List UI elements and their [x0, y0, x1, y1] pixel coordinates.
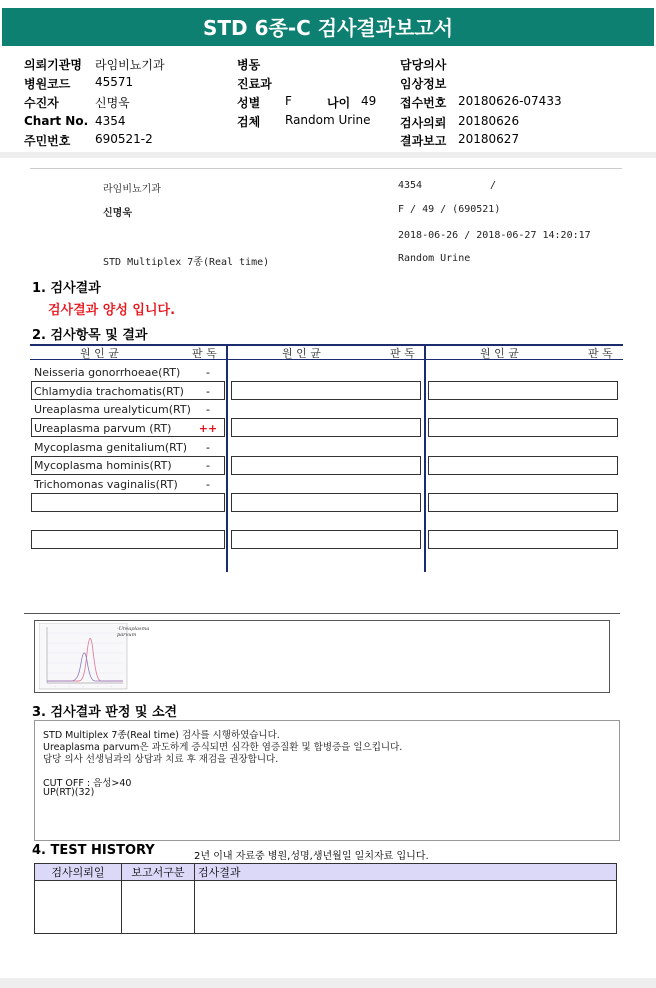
sub-chart: 4354 [398, 180, 423, 191]
graph-divider [24, 613, 620, 614]
grid-col-divider-2 [424, 345, 426, 572]
clinical-label: 임상정보 [400, 77, 447, 91]
pathogen-result: - [206, 385, 210, 398]
hospital-value: 라임비뇨기과 [95, 58, 165, 72]
pathogen-name: Neisseria gonorrhoeae(RT) [34, 366, 181, 379]
history-col-result: 검사결과 [195, 864, 617, 881]
graph-legend-2: parvum [117, 632, 137, 638]
comment-line: CUT OFF : 음성>40 [43, 778, 132, 789]
dept-label: 진료과 [237, 77, 272, 91]
report-title: STD 6종-C 검사결과보고서 [2, 8, 654, 46]
pathogen-result: - [206, 478, 210, 491]
report-label: 결과보고 [400, 134, 447, 148]
svg-text:.: . [111, 684, 112, 688]
specimen-value: Random Urine [285, 113, 371, 127]
sub-dates: 2018-06-26 / 2018-06-27 14:20:17 [398, 230, 591, 241]
amplification-curve-chart [39, 623, 129, 691]
svg-text:.: . [83, 684, 84, 688]
graph-legend-1: -Ureaplasma [117, 626, 150, 632]
pathogen-name: Chlamydia trachomatis(RT) [34, 385, 184, 398]
row-box [231, 456, 421, 475]
request-label: 검사의뢰 [400, 116, 447, 130]
pathogen-result: - [206, 441, 210, 454]
history-cell [35, 881, 122, 934]
svg-text:.: . [69, 684, 70, 688]
row-box [231, 381, 421, 400]
section1-title: 1. 검사결과 [32, 281, 101, 296]
header-divider [0, 152, 656, 158]
history-note: 2년 이내 자료중 병원,성명,생년월일 일치자료 입니다. [194, 851, 429, 862]
patient-label: 수진자 [24, 96, 59, 110]
age-value: 49 [361, 94, 377, 108]
grid-top-line [30, 344, 623, 346]
hosp-code-value: 45571 [95, 75, 134, 89]
receipt-value: 20180626-07433 [458, 94, 562, 108]
row-box [428, 493, 618, 512]
sub-sex-age: F / 49 / (690521) [398, 204, 501, 215]
row-box [428, 381, 618, 400]
pathogen-result: - [206, 366, 210, 379]
svg-text:.: . [55, 684, 56, 688]
hosp-code-label: 병원코드 [24, 77, 71, 91]
sex-label: 성별 [237, 96, 261, 110]
history-cell [195, 881, 617, 934]
age-label: 나이 [327, 96, 351, 110]
col-pathogen-1: 원 인 균 [80, 347, 119, 360]
sub-chart-slash: / [490, 180, 497, 191]
pathogen-result-positive: ++ [198, 422, 218, 435]
hospital-label: 의뢰기관명 [24, 58, 82, 72]
result-summary: 검사결과 양성 입니다. [48, 303, 176, 318]
section3-title: 3. 검사결과 판정 및 소견 [32, 705, 178, 720]
sub-name: 신명욱 [103, 208, 132, 219]
col-judge-3: 판 독 [588, 347, 613, 360]
row-box [31, 493, 225, 512]
sub-clinic: 라임비뇨기과 [103, 184, 161, 195]
patient-value: 신명욱 [95, 96, 130, 110]
chart-label: Chart No. [24, 114, 89, 128]
history-body-row [35, 881, 617, 934]
svg-text:.: . [97, 684, 98, 688]
row-box [231, 530, 421, 549]
specimen-label: 검체 [237, 115, 261, 129]
rrn-value: 690521-2 [95, 132, 153, 146]
row-box [231, 493, 421, 512]
section2-title: 2. 검사항목 및 결과 [32, 328, 148, 343]
row-box [231, 418, 421, 437]
rrn-label: 주민번호 [24, 134, 71, 148]
history-cell [122, 881, 195, 934]
pathogen-name: Mycoplasma genitalium(RT) [34, 441, 188, 454]
history-table [34, 863, 617, 934]
comment-line: Ureaplasma parvum은 과도하게 증식되면 심각한 염증질환 및 합병증을 일으킵니다. [43, 742, 403, 753]
pathogen-name: Ureaplasma urealyticum(RT) [34, 403, 191, 416]
comment-line: 담당 의사 선생님과의 상담과 치료 후 재검을 권장합니다. [43, 754, 279, 765]
comment-box [34, 720, 620, 841]
row-box [428, 530, 618, 549]
comment-line: STD Multiplex 7종(Real time) 검사를 시행하였습니다. [43, 730, 280, 741]
ward-label: 병동 [237, 58, 261, 72]
col-judge-1: 판 독 [192, 347, 217, 360]
sub-test: STD Multiplex 7종(Real time) [103, 257, 270, 268]
sub-specimen: Random Urine [398, 253, 471, 264]
pathogen-result: - [206, 403, 210, 416]
history-header-row [35, 864, 617, 881]
doctor-label: 담당의사 [400, 58, 447, 72]
pathogen-result: - [206, 459, 210, 472]
row-box [31, 530, 225, 549]
col-pathogen-2: 원 인 균 [282, 347, 321, 360]
grid-col-divider-1 [226, 345, 228, 572]
pathogen-name-positive: Ureaplasma parvum (RT) [34, 422, 172, 435]
row-box [428, 456, 618, 475]
amplification-graph-box [34, 620, 610, 693]
report-value: 20180627 [458, 132, 520, 146]
col-judge-2: 판 독 [390, 347, 415, 360]
history-col-report-type: 보고서구분 [122, 864, 195, 881]
sub-divider [30, 168, 622, 169]
comment-line: UP(RT)(32) [43, 787, 95, 798]
col-pathogen-3: 원 인 균 [480, 347, 519, 360]
request-value: 20180626 [458, 114, 520, 128]
pathogen-name: Mycoplasma hominis(RT) [34, 459, 172, 472]
row-box [428, 418, 618, 437]
section4-title: 4. TEST HISTORY [32, 843, 155, 858]
chart-value: 4354 [95, 114, 126, 128]
pathogen-name: Trichomonas vaginalis(RT) [34, 478, 178, 491]
receipt-label: 접수번호 [400, 96, 447, 110]
sex-value: F [285, 94, 292, 108]
history-col-request-date: 검사의뢰일 [35, 864, 122, 881]
